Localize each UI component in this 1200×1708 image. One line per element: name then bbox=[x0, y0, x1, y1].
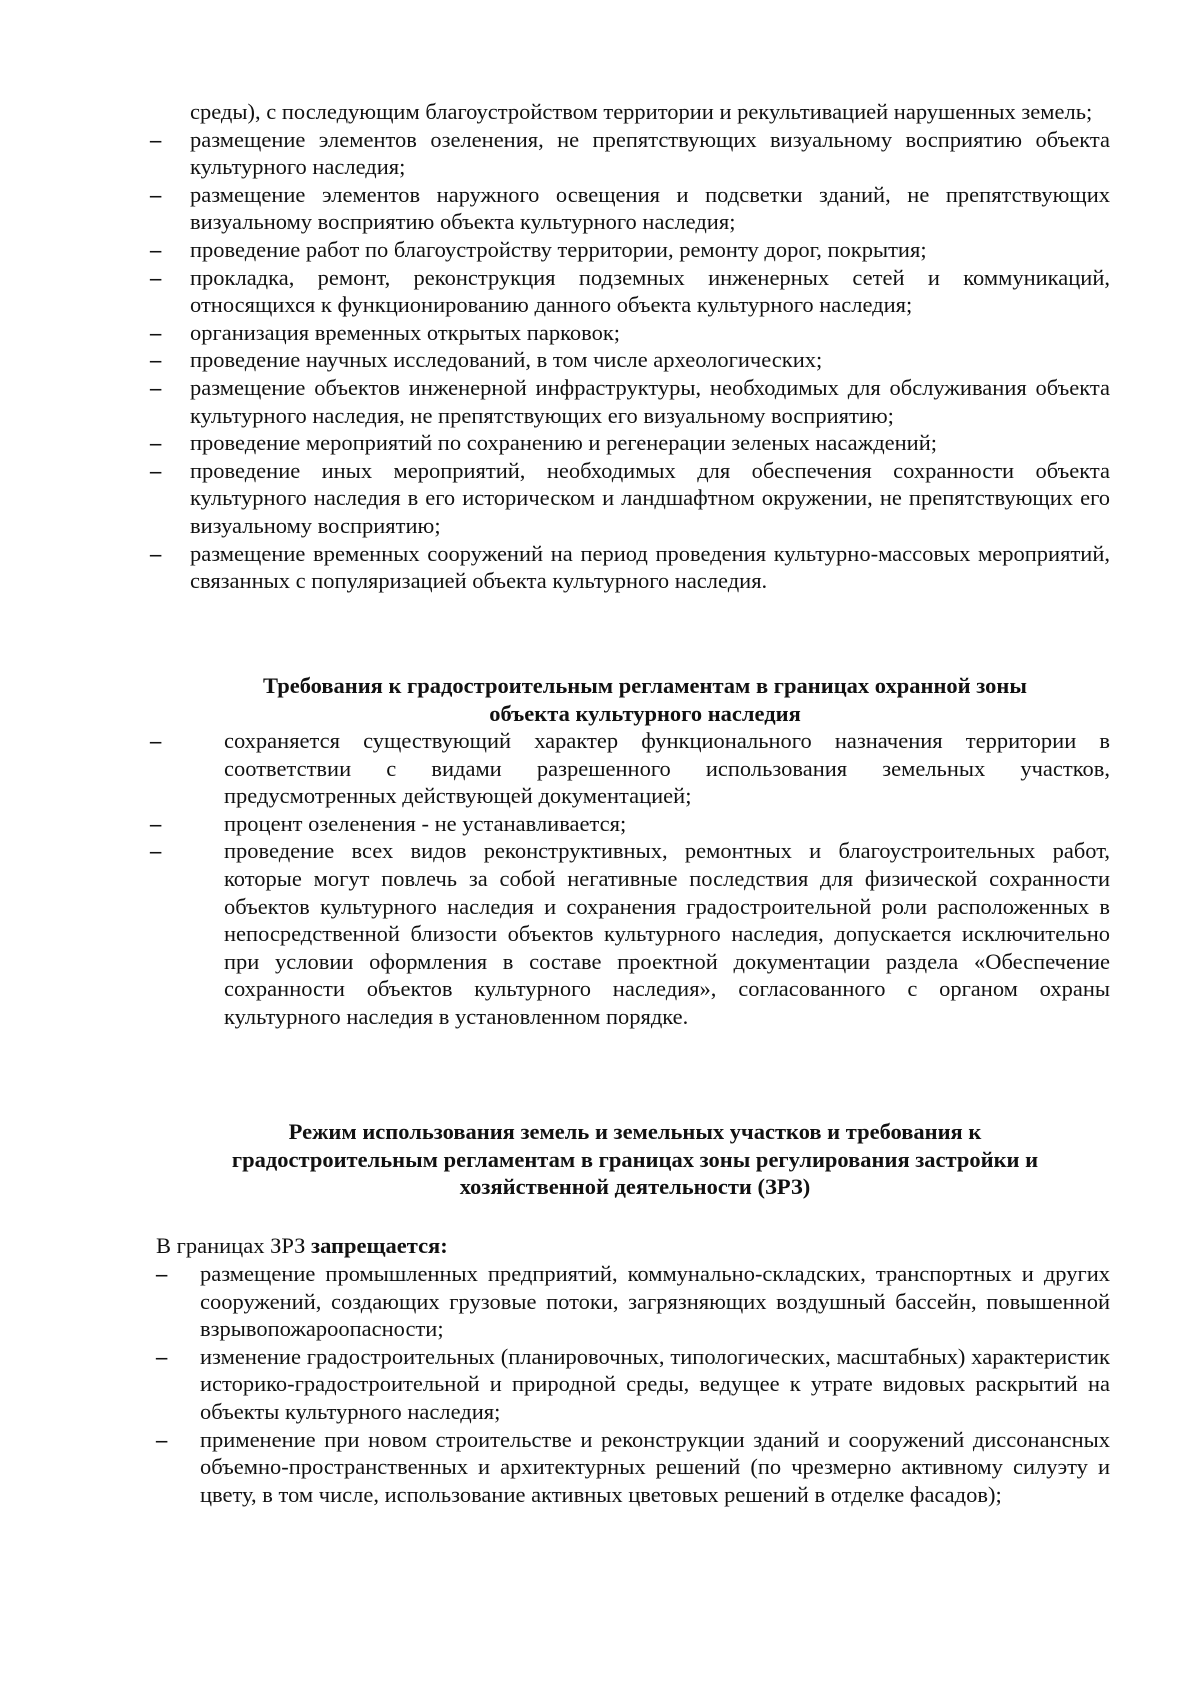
bullet-dash-icon: – bbox=[156, 1426, 168, 1452]
section3-heading bbox=[140, 1118, 1130, 1201]
bullet-dash-icon: – bbox=[156, 1261, 168, 1286]
list-item-continuation: среды), с последующим благоустройством территории и рекультивацией нарушенных земель; bbox=[190, 99, 1093, 124]
bullet-dash-icon: – bbox=[156, 1343, 168, 1369]
bullet-dash-icon: – bbox=[150, 728, 162, 753]
list-item: – проведение иных мероприятий, необходимых для обеспечения сохранности объекта культурного наследия в его историческом и ландшафтном окружении, не препятствующих его визуальному восприятию; bbox=[150, 457, 1110, 538]
list-item: – прокладка, ремонт, реконструкция подземных инженерных сетей и коммуникаций, относящихся к функционированию данного объекта культурного наследия; bbox=[150, 264, 1110, 318]
bullet-dash-icon: – bbox=[150, 430, 162, 456]
heading-line: хозяйственной деятельности (ЗРЗ) bbox=[459, 1174, 811, 1200]
list-item: – применение при новом строительстве и реконструкции зданий и сооружений диссонансных объемно-пространственных и архитектурных решений (по чрезмерно активному силуэту и цвету, в том числе, использование активных цветовых решений в отделке фасадов); bbox=[156, 1426, 1110, 1507]
heading-line: объекта культурного наследия bbox=[489, 700, 801, 726]
section3-list bbox=[156, 1260, 1110, 1508]
list-item: – организация временных открытых парковок; bbox=[150, 319, 621, 345]
bullet-dash-icon: – bbox=[150, 810, 162, 836]
bullet-dash-icon: – bbox=[150, 540, 162, 566]
bullet-dash-icon: – bbox=[150, 236, 162, 262]
bullet-dash-icon: – bbox=[150, 838, 162, 864]
bullet-dash-icon: – bbox=[150, 347, 162, 373]
intro-text: В границах ЗРЗ bbox=[156, 1233, 312, 1258]
heading-line: Требования к градостроительным регламентам в границах охранной зоны bbox=[263, 673, 1027, 698]
heading-line: градостроительным регламентам в границах зоны регулирования застройки и bbox=[231, 1146, 1039, 1172]
bullet-dash-icon: – bbox=[150, 319, 162, 345]
list-item: – изменение градостроительных (планировочных, типологических, масштабных) характеристик историко-градостроительной и природной среды, ведущее к утрате видовых раскрытий на объекты культурного наследия; bbox=[156, 1343, 1110, 1424]
list-item: – размещение промышленных предприятий, коммунально-складских, транспортных и других сооружений, создающих грузовые потоки, загрязняющих воздушный бассейн, повышенной взрывопожароопасности; bbox=[156, 1261, 1110, 1342]
list-item: – размещение элементов наружного освещения и подсветки зданий, не препятствующих визуальному восприятию объекта культурного наследия; bbox=[150, 181, 1110, 235]
list-item: – проведение всех видов реконструктивных, ремонтных и благоустроительных работ, которые могут повлечь за собой негативные последствия для физической сохранности объектов культурного наследия и сохранения градостроительной роли расположенных в непосредственной близости объектов культурного наследия, допускается исключительно при условии оформления в составе проектной документации раздела «Обеспечение сохранности объектов культурного наследия», согласованного с органом охраны культурного наследия в установленном порядке. bbox=[150, 838, 1110, 1029]
list-item: – процент озеленения - не устанавливается; bbox=[150, 810, 627, 836]
list-item: – размещение временных сооружений на период проведения культурно-массовых мероприятий, связанных с популяризацией объекта культурного наследия. bbox=[150, 540, 1110, 594]
bullet-dash-icon: – bbox=[150, 181, 162, 207]
list-item: – сохраняется существующий характер функционального назначения территории в соответствии с видами разрешенного использования земельных участков, предусмотренных действующей документацией; bbox=[150, 728, 1110, 809]
section1-list bbox=[150, 98, 1110, 595]
section2-list bbox=[150, 727, 1110, 1031]
section2-heading bbox=[160, 672, 1130, 727]
list-item: – размещение элементов озеленения, не препятствующих визуальному восприятию объекта культурного наследия; bbox=[150, 126, 1110, 180]
bullet-dash-icon: – bbox=[150, 126, 162, 152]
list-item: – проведение работ по благоустройству территории, ремонту дорог, покрытия; bbox=[150, 236, 927, 262]
intro-bold: запрещается: bbox=[311, 1233, 448, 1258]
bullet-dash-icon: – bbox=[150, 457, 162, 483]
list-item: – проведение мероприятий по сохранению и регенерации зеленых насаждений; bbox=[150, 430, 938, 456]
list-item: – размещение объектов инженерной инфраструктуры, необходимых для обслуживания объекта культурного наследия, не препятствующих его визуальному восприятию; bbox=[150, 374, 1110, 428]
bullet-dash-icon: – bbox=[150, 374, 162, 400]
list-item: – проведение научных исследований, в том числе археологических; bbox=[150, 347, 823, 373]
bullet-dash-icon: – bbox=[150, 264, 162, 290]
section3-intro bbox=[156, 1232, 1110, 1260]
heading-line: Режим использования земель и земельных участков и требования к bbox=[288, 1119, 982, 1144]
